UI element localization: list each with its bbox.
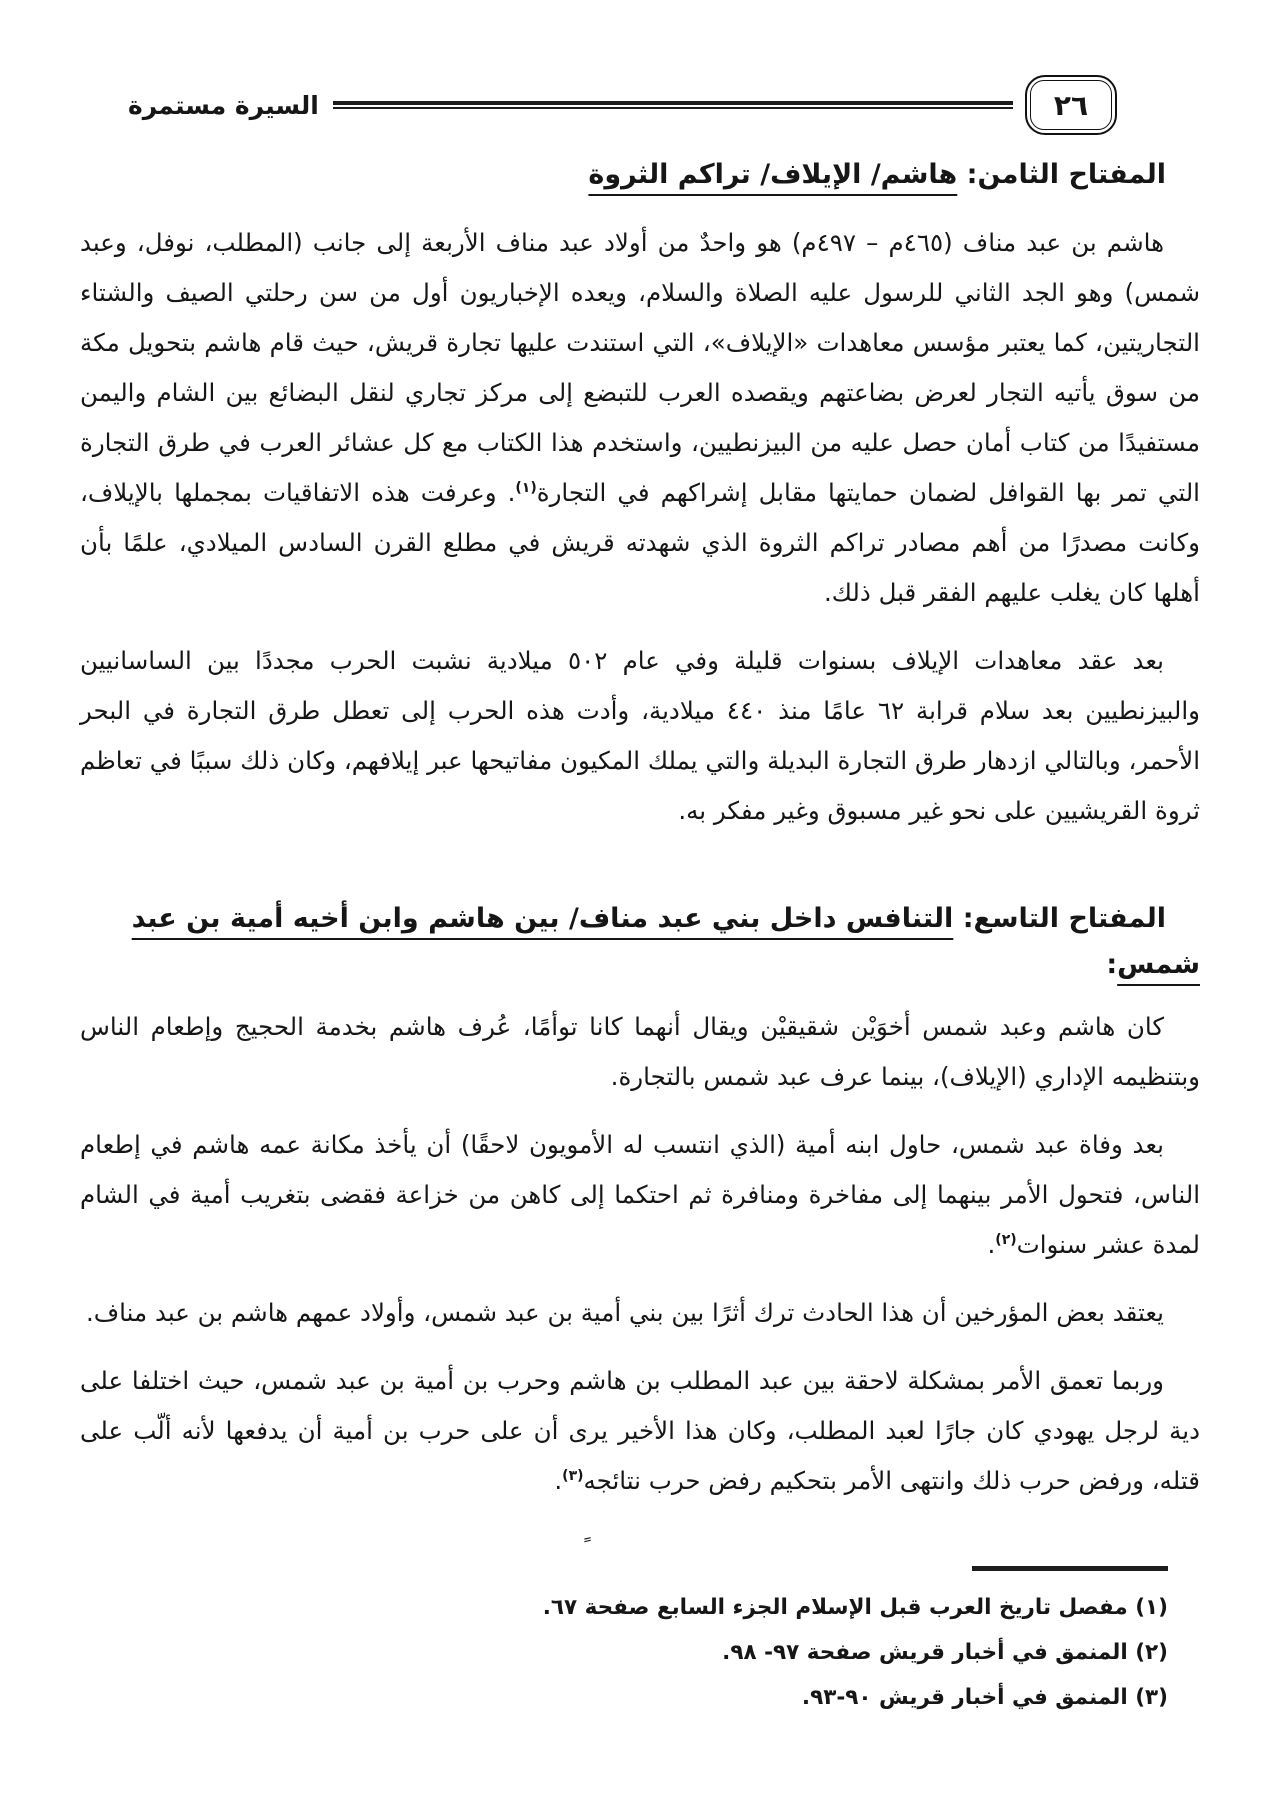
heading-label: المفتاح التاسع:	[953, 903, 1166, 934]
section-eight-heading	[80, 152, 1200, 198]
paragraph-text: وربما تعمق الأمر بمشكلة لاحقة بين عبد المطلب بن هاشم وحرب بن أمية بن عبد شمس، حيث اختلفا على دية لرجل يهودي كان جارًا لعبد المطلب، وكان هذا الأخير يرى أن على حرب بن أمية أن يدفعها لأنه ألّب على قتله، ورفض حرب ذلك وانتهى الأمر بتحكيم رفض حرب نتائجه	[80, 1366, 1200, 1495]
footnote-ref: (٢)	[995, 1231, 1017, 1248]
footnote-ref: (١)	[515, 479, 537, 496]
section-nine-paragraphs	[80, 1002, 1200, 1506]
paragraph-text: . وعرفت هذه الاتفاقيات بمجملها بالإيلاف، وكانت مصدرًا من أهم مصادر تراكم الثروة الذي شهدته قريش في مطلع القرن السادس الميلادي، علمًا بأن أهلها كان يغلب عليهم الفقر قبل ذلك.	[80, 478, 1200, 607]
section-key-nine	[80, 896, 1200, 1506]
page-number: ٢٦	[1030, 80, 1112, 130]
paragraph	[80, 1288, 1200, 1338]
footnote-2: (٢) المنمق في أخبار قريش صفحة ٩٧- ٩٨.	[722, 1639, 1168, 1665]
paragraph	[80, 1002, 1200, 1102]
paragraph-text: هاشم بن عبد مناف (٤٦٥م – ٤٩٧م) هو واحدٌ من أولاد عبد مناف الأربعة إلى جانب (المطلب، نوفل، وعبد شمس) وهو الجد الثاني للرسول عليه الصلاة والسلام، ويعده الإخباريون أول من سن رحلتي الصيف والشتاء التجاريتين، كما يعتبر مؤسس معاهدات «الإيلاف»، التي استندت عليها تجارة قريش، حيث قام هاشم بتحويل مكة من سوق يأتيه التجار لعرض بضاعتهم ويقصده العرب للتبضع إلى مركز تجاري لنقل البضائع بين الشام واليمن مستفيدًا من كتاب أمان حصل عليه من البيزنطيين، واستخدم هذا الكتاب مع كل عشائر العرب في طرق التجارة التي تمر بها القوافل لضمان حمايتها مقابل إشراكهم في التجارة	[80, 228, 1200, 507]
page-header	[0, 74, 1280, 136]
paragraph	[80, 218, 1200, 618]
paragraph-text: بعد عقد معاهدات الإيلاف بسنوات قليلة وفي عام ٥٠٢ ميلادية نشبت الحرب مجددًا بين الساسانيين والبيزنطيين بعد سلام قرابة ٦٢ عامًا منذ ٤٤٠ ميلادية، وأدت هذه الحرب إلى تعطل طرق التجارة في البحر الأحمر، وبالتالي ازدهار طرق التجارة البديلة والتي يملك المكيون مفاتيحها عبر إيلافهم، وكان ذلك سببًا في تعاظم ثروة القريشيين على نحو غير مسبوق وغير مفكر به.	[80, 646, 1201, 825]
footnote-1: (١) مفصل تاريخ العرب قبل الإسلام الجزء السابع صفحة ٦٧.	[542, 1594, 1168, 1620]
paragraph	[80, 1356, 1200, 1506]
footnote-3: (٣) المنمق في أخبار قريش ٩٠-٩٣.	[801, 1684, 1168, 1710]
heading-underlined-title: هاشم/ الإيلاف/ تراكم الثروة	[588, 159, 958, 190]
footnote-ref: (٣)	[562, 1467, 584, 1484]
heading-underlined-title: التنافس داخل بني عبد مناف/ بين هاشم وابن أخيه أمية بن عبد شمس	[131, 903, 1200, 980]
section-eight-paragraphs	[80, 218, 1200, 836]
section-key-eight	[80, 152, 1200, 836]
page-content	[0, 152, 1280, 1506]
paragraph	[80, 1120, 1200, 1270]
stray-diacritic: ٍ	[582, 1518, 589, 1543]
running-title: السيرة مستمرة	[128, 90, 319, 120]
heading-suffix: :	[1106, 949, 1118, 980]
paragraph-text: كان هاشم وعبد شمس أخوَيْن شقيقيْن ويقال أنهما كانا توأمًا، عُرف هاشم بخدمة الحجيج وإطعام الناس وبتنظيمه الإداري (الإيلاف)، بينما عرف عبد شمس بالتجارة.	[80, 1012, 1200, 1091]
page-number-badge	[1025, 75, 1117, 135]
paragraph-text: .	[554, 1466, 563, 1495]
paragraph-text: .	[987, 1230, 996, 1259]
header-rule	[333, 101, 1013, 109]
footnotes-block	[428, 1566, 1168, 1720]
paragraph	[80, 636, 1200, 836]
heading-label: المفتاح الثامن:	[957, 159, 1166, 190]
section-nine-heading	[80, 896, 1200, 988]
paragraph-text: يعتقد بعض المؤرخين أن هذا الحادث ترك أثرًا بين بني أمية بن عبد شمس، وأولاد عمهم هاشم بن عبد مناف.	[86, 1298, 1164, 1327]
footnotes-separator	[972, 1566, 1168, 1571]
paragraph-text: بعد وفاة عبد شمس، حاول ابنه أمية (الذي انتسب له الأمويون لاحقًا) أن يأخذ مكانة عمه هاشم في إطعام الناس، فتحول الأمر بينهما إلى مفاخرة ومنافرة ثم احتكما إلى كاهن من خزاعة فقضى بتغريب أمية في الشام لمدة عشر سنوات	[80, 1130, 1200, 1259]
